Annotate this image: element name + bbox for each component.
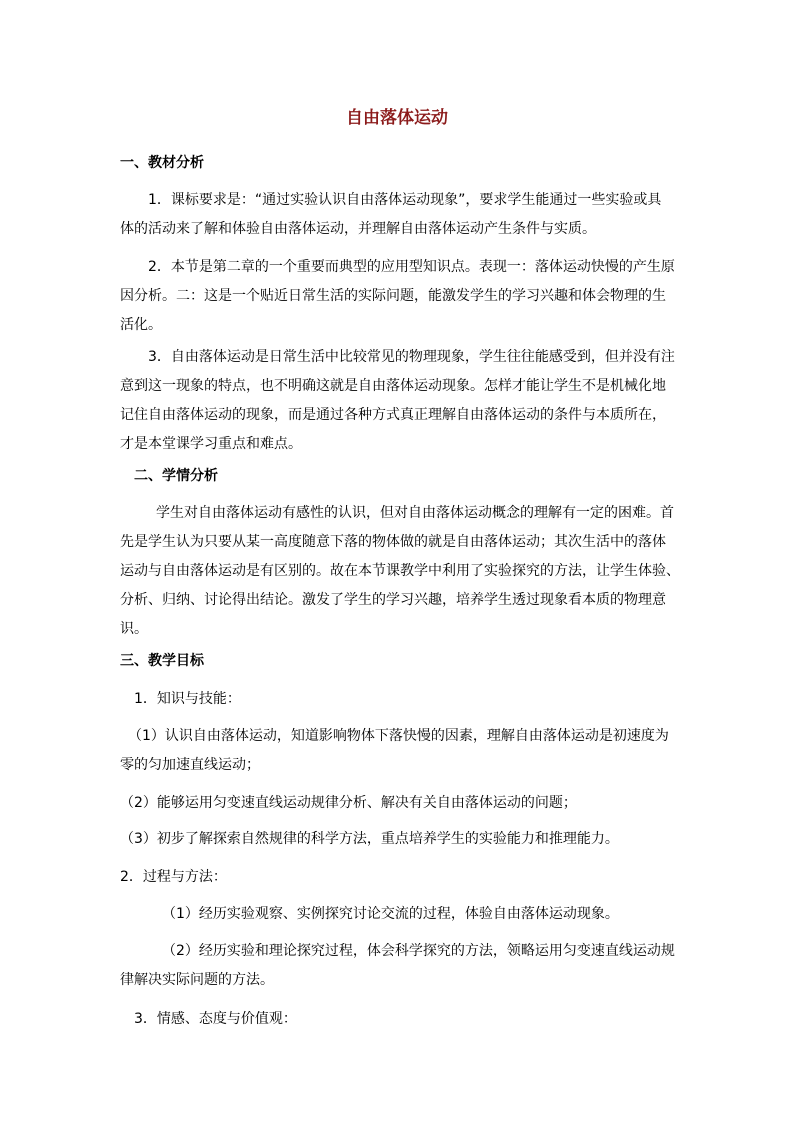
page-title: 自由落体运动 [346,108,448,128]
objective-process-methods: 2．过程与方法： [120,869,227,885]
paragraph-key-difficulty [120,343,676,459]
text-line: 学生对自由落体运动有感性的认识，但对自由落体运动概念的理解有一定的困难。首 [156,505,674,521]
objective-2-2 [120,937,676,995]
text-line: 1．课标要求是：“通过实验认识自由落体运动现象”，要求学生能通过一些实验或具 [148,192,662,208]
section-heading-teaching-objectives: 三、教学目标 [120,653,204,669]
objective-1-1 [120,722,676,780]
text-line: 意到这一现象的特点，也不明确这就是自由落体运动现象。怎样才能让学生不是机械化地 [120,378,666,394]
section-heading-student-analysis: 二、学情分析 [134,468,218,484]
text-line: （1）认识自由落体运动，知道影响物体下落快慢的因素，理解自由落体运动是初速度为 [128,728,669,744]
section-heading-textbook-analysis: 一、教材分析 [120,155,204,171]
objective-1-3: （3）初步了解探索自然规律的科学方法，重点培养学生的实验能力和推理能力。 [120,831,619,847]
paragraph-curriculum-requirement [120,186,676,244]
objective-knowledge-skills: 1．知识与技能： [134,691,241,707]
objective-emotion-attitude-values: 3．情感、态度与价值观： [134,1011,297,1027]
text-line: 才是本堂课学习重点和难点。 [120,436,302,452]
text-line: 记住自由落体运动的现象，而是通过各种方式真正理解自由落体运动的条件与本质所在， [120,407,666,423]
text-line: 律解决实际问题的方法。 [120,972,274,988]
text-line: 体的活动来了解和体验自由落体运动，并理解自由落体运动产生条件与实质。 [120,221,596,237]
objective-2-1: （1）经历实验观察、实例探究讨论交流的过程，体验自由落体运动现象。 [162,906,619,922]
text-line: 零的匀加速直线运动； [120,757,260,773]
text-line: （2）经历实验和理论探究过程，体会科学探究的方法，领略运用匀变速直线运动规 [162,943,675,959]
text-line: 3．自由落体运动是日常生活中比较常见的物理现象，学生往往能感受到，但并没有注 [148,349,675,365]
objective-1-2: （2）能够运用匀变速直线运动规律分析、解决有关自由落体运动的问题； [120,795,577,811]
text-line: 识。 [120,621,148,637]
text-line: 先是学生认为只要从某一高度随意下落的物体做的就是自由落体运动；其次生活中的落体 [120,534,666,550]
text-line: 运动与自由落体运动是有区别的。故在本节课教学中利用了实验探究的方法，让学生体验、 [120,563,680,579]
paragraph-student-analysis [120,499,680,644]
text-line: 分析、归纳、讨论得出结论。激发了学生的学习兴趣，培养学生透过现象看本质的物理意 [120,592,666,608]
text-line: 活化。 [120,317,162,333]
text-line: 2．本节是第二章的一个重要而典型的应用型知识点。表现一：落体运动快慢的产生原 [148,259,675,275]
paragraph-chapter-position [120,253,676,340]
text-line: 因分析。二：这是一个贴近日常生活的实际问题，能激发学生的学习兴趣和体会物理的生 [120,288,666,304]
